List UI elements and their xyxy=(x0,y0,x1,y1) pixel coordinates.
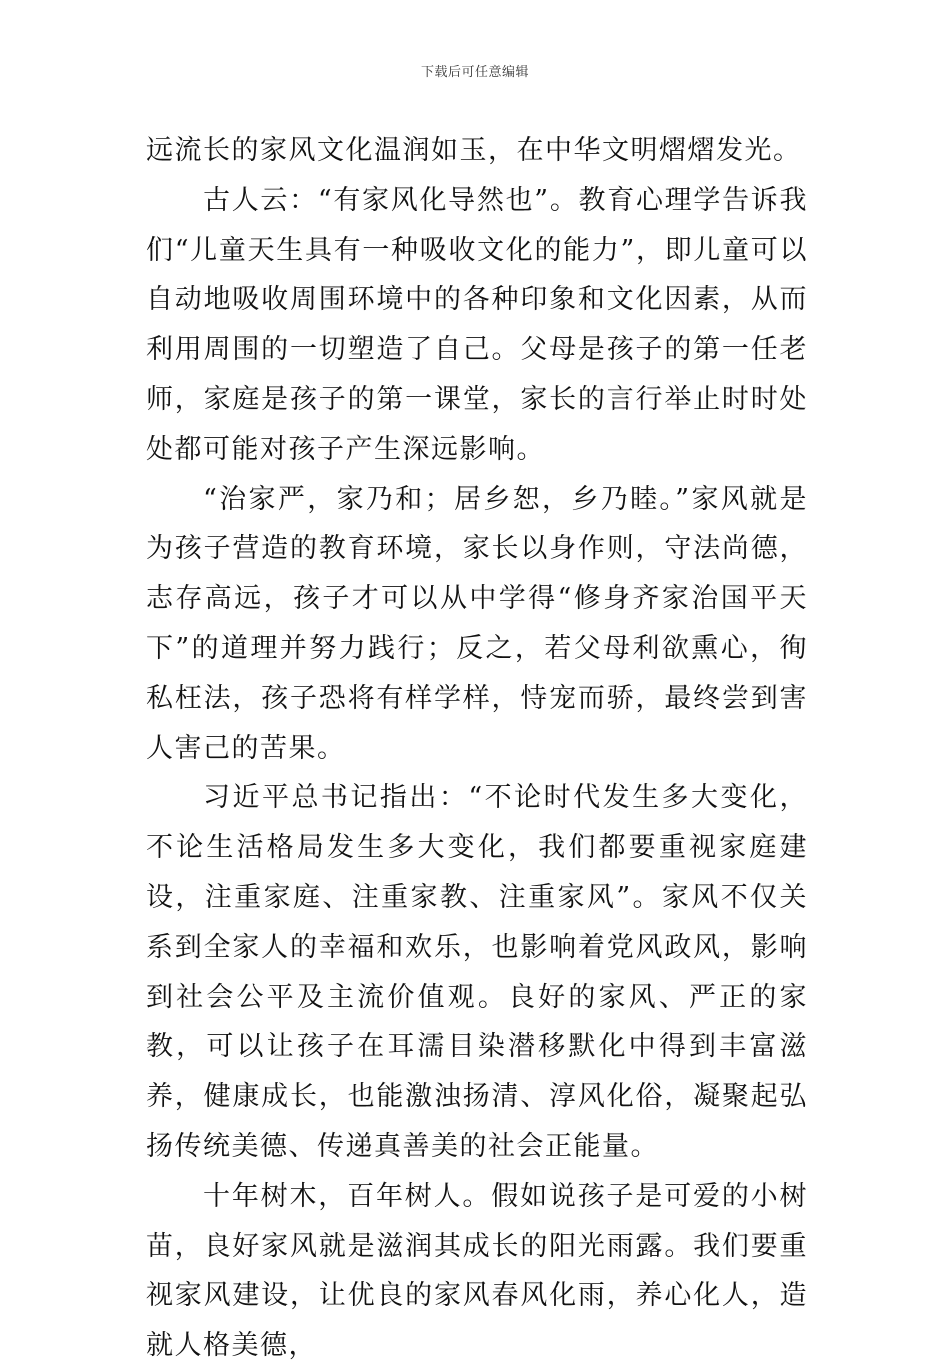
paragraph: 古人云：“有家风化导然也”。教育心理学告诉我们“儿童天生具有一种吸收文化的能力”，即儿童可以自动地吸收周围环境中的各种印象和文化因素，从而利用周围的一切塑造了自己。父母是孩子的第一任老师，家庭是孩子的第一课堂，家长的言行举止时时处处都可能对孩子产生深远影响。 xyxy=(146,184,808,465)
paragraph-continuation: 远流长的家风文化温润如玉，在中华文明熠熠发光。 xyxy=(146,135,802,166)
page-header-note: 下载后可任意编辑 xyxy=(420,65,529,80)
paragraph: “治家严，家乃和；居乡恕，乡乃睦。”家风就是为孩子营造的教育环境，家长以身作则，守法尚德，志存高远，孩子才可以从中学得“修身齐家治国平天下”的道理并努力践行；反之，若父母利欲熏心，徇私枉法，孩子恐将有样学样，恃宠而骄，最终尝到害人害己的苦果。 xyxy=(146,483,808,764)
paragraph: 习近平总书记指出：“不论时代发生多大变化，不论生活格局发生多大变化，我们都要重视家庭建设，注重家庭、注重家教、注重家风”。家风不仅关系到全家人的幸福和欢乐，也影响着党风政风，影响到社会公平及主流价值观。良好的家风、严正的家教，可以让孩子在耳濡目染潜移默化中得到丰富滋养，健康成长，也能激浊扬清、淳风化俗，凝聚起弘扬传统美德、传递真善美的社会正能量。 xyxy=(146,782,808,1162)
document-body xyxy=(146,126,808,1371)
paragraph: 十年树木，百年树人。假如说孩子是可爱的小树苗，良好家风就是滋润其成长的阳光雨露。我们要重视家风建设，让优良的家风春风化雨，养心化人，造就人格美德， xyxy=(146,1180,808,1362)
